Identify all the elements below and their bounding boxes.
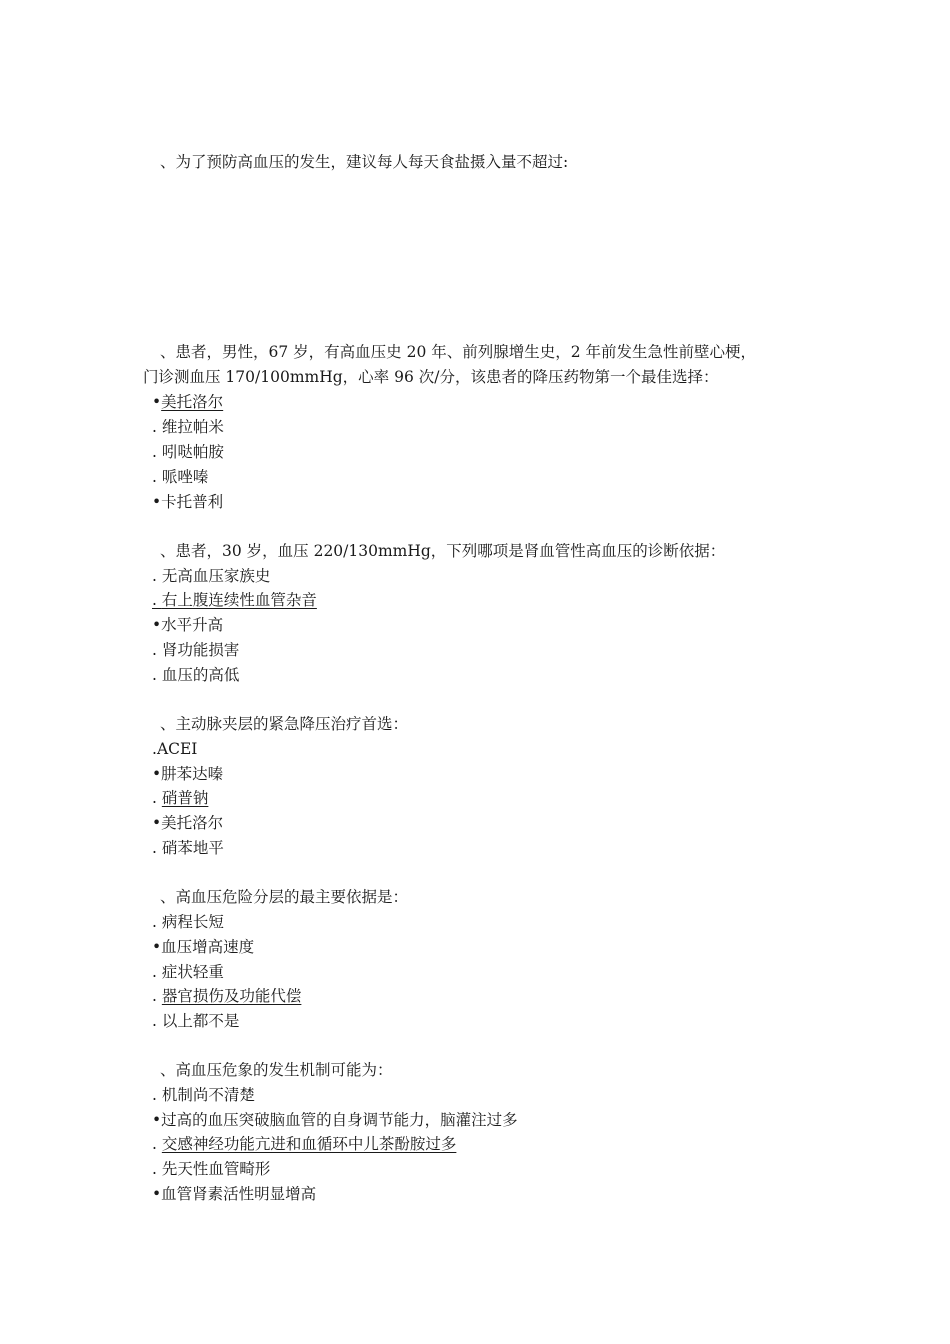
option-text: 病程长短	[161, 913, 224, 931]
option-marker: •	[152, 616, 162, 634]
option-marker: .	[152, 418, 162, 436]
option-text: 以上都不是	[161, 1012, 240, 1030]
question-2-text-line2: 门诊测血压 170/100mmHg，心率 96 次/分，该患者的降压药物第一个最佳选择：	[143, 368, 719, 386]
question-3-option	[152, 566, 270, 586]
option-text: 肾功能损害	[161, 641, 240, 659]
option-marker: .	[152, 666, 162, 684]
question-2-option	[152, 492, 223, 512]
question-4-option	[152, 838, 224, 858]
option-text: 吲哒帕胺	[161, 443, 224, 461]
question-6-option	[152, 1110, 518, 1130]
question-5-option	[152, 912, 224, 932]
question-2-option	[152, 392, 223, 412]
option-marker: .	[152, 987, 162, 1005]
option-marker: .	[152, 468, 162, 486]
option-text-answer: 交感神经功能亢进和血循环中儿茶酚胺过多	[161, 1135, 457, 1153]
option-marker: .	[152, 1160, 162, 1178]
option-marker: .	[152, 1086, 162, 1104]
option-text: 症状轻重	[161, 963, 224, 981]
option-marker: •	[152, 814, 162, 832]
option-marker: .	[152, 1135, 162, 1153]
option-text: 水平升高	[161, 616, 224, 634]
question-5-option	[152, 986, 301, 1006]
question-5-option	[152, 937, 254, 957]
option-text: 哌唑嗪	[161, 468, 209, 486]
question-6-option	[152, 1159, 270, 1179]
option-marker: •	[152, 938, 162, 956]
option-marker: .	[152, 567, 162, 585]
question-2-option	[152, 442, 224, 462]
option-text: 机制尚不清楚	[161, 1086, 255, 1104]
option-marker: .	[152, 591, 162, 609]
option-text: 过高的血压突破脑血管的自身调节能力，脑灌注过多	[161, 1111, 518, 1129]
question-3-text: 、患者，30 岁，血压 220/130mmHg，下列哪项是肾血管性高血压的诊断依据：	[160, 542, 726, 560]
question-1-text: 、为了预防高血压的发生，建议每人每天食盐摄入量不超过:	[160, 153, 569, 171]
option-text: 血管肾素活性明显增高	[161, 1185, 317, 1203]
option-marker: .	[152, 1012, 162, 1030]
option-text: 肼苯达嗪	[161, 765, 224, 783]
question-3-option	[152, 615, 223, 635]
option-marker: .	[152, 443, 162, 461]
option-text: 卡托普利	[161, 493, 224, 511]
option-marker: •	[152, 765, 162, 783]
option-marker: •	[152, 1111, 162, 1129]
option-text: 血压的高低	[161, 666, 240, 684]
question-2-option	[152, 417, 224, 437]
option-marker: .	[152, 913, 162, 931]
question-2-text-line1: 、患者，男性，67 岁，有高血压史 20 年、前列腺增生史，2 年前发生急性前壁心梗，	[160, 343, 757, 361]
question-3-option	[152, 665, 239, 685]
option-text: 美托洛尔	[161, 814, 224, 832]
option-text: 硝苯地平	[161, 839, 224, 857]
question-3-option	[152, 640, 239, 660]
question-4-text: 、主动脉夹层的紧急降压治疗首选：	[160, 715, 409, 733]
option-text-answer: 器官损伤及功能代偿	[161, 987, 302, 1005]
question-2-option	[152, 467, 208, 487]
question-6-option	[152, 1134, 456, 1154]
option-text: 维拉帕米	[161, 418, 224, 436]
option-text: ACEI	[156, 740, 198, 758]
question-6-option	[152, 1085, 255, 1105]
question-4-option	[152, 788, 208, 808]
option-marker: •	[152, 1185, 162, 1203]
option-text-answer: 右上腹连续性血管杂音	[161, 591, 317, 609]
option-text-answer: 硝普钠	[161, 789, 209, 807]
question-4-option	[152, 813, 223, 833]
option-marker: .	[152, 839, 162, 857]
option-text: 无高血压家族史	[161, 567, 271, 585]
option-text: 血压增高速度	[161, 938, 255, 956]
option-marker: .	[152, 789, 162, 807]
option-marker: •	[152, 393, 162, 411]
question-5-text: 、高血压危险分层的最主要依据是：	[160, 888, 409, 906]
option-marker: .	[152, 963, 162, 981]
option-marker: .	[152, 740, 157, 758]
question-6-text: 、高血压危象的发生机制可能为：	[160, 1061, 393, 1079]
option-text: 先天性血管畸形	[161, 1160, 271, 1178]
question-4-option	[152, 739, 197, 759]
question-3-option-answer	[152, 590, 317, 610]
question-6-option	[152, 1184, 316, 1204]
option-text-answer: 美托洛尔	[161, 393, 224, 411]
question-5-option	[152, 1011, 239, 1031]
question-5-option	[152, 962, 224, 982]
option-marker: •	[152, 493, 162, 511]
question-4-option	[152, 764, 223, 784]
option-marker: .	[152, 641, 162, 659]
